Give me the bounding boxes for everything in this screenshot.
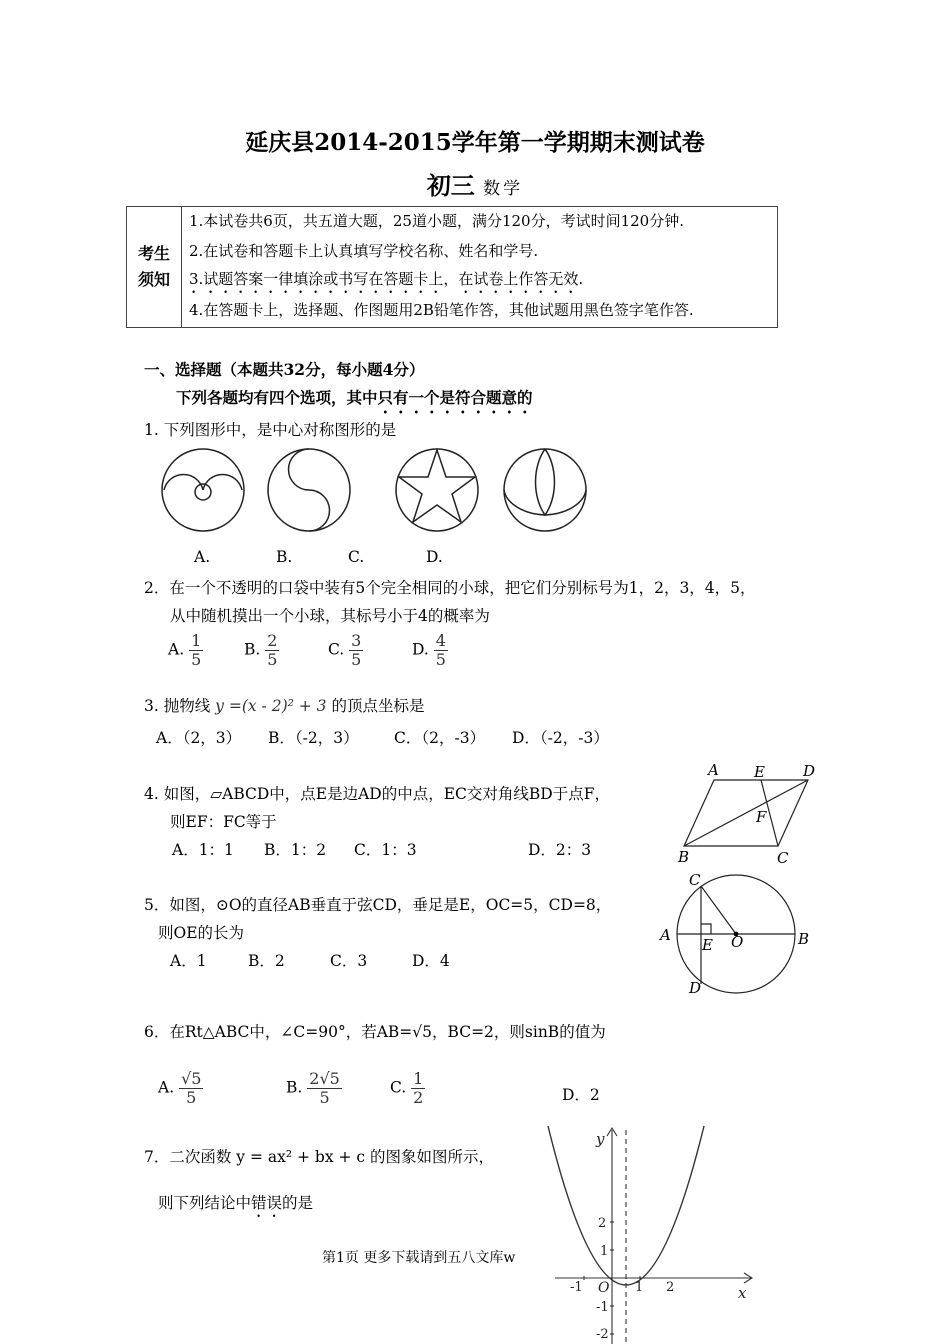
origin-label: O: [598, 1280, 610, 1296]
q7-line-2: 则下列结论中错误的是: [158, 1194, 314, 1212]
label-e: E: [702, 936, 713, 954]
label-d: D: [689, 979, 702, 997]
notice-line-2: 2.在试卷和答题卡上认真填写学校名称、姓名和学号.: [189, 242, 539, 260]
x-tick-1: 1: [635, 1280, 644, 1295]
figure-a: [162, 449, 244, 531]
q2-line-1: 2．在一个不透明的口袋中装有5个完全相同的小球，把它们分别标号为1，2，3，4，5，: [144, 579, 756, 597]
label-a: A: [708, 761, 719, 779]
x-tick-2: 2: [666, 1280, 675, 1295]
q6-option-a: A. $\frac{√5}{5}$: [158, 1069, 202, 1107]
label-f: F: [756, 808, 767, 826]
q3-option-a: A．（2，3）: [156, 729, 242, 747]
q5-option-b: B．2: [248, 952, 285, 970]
label-b: B: [798, 930, 810, 948]
section-heading: 一、选择题（本题共32分，每小题4分）: [144, 360, 425, 379]
q2-option-a: A. $\frac{1}{5}$: [168, 631, 202, 669]
q5-option-a: A．1: [170, 952, 207, 970]
label-o: O: [731, 933, 744, 951]
q4-parallelogram-figure: [670, 758, 830, 868]
q1-figures: [150, 440, 600, 540]
q3-stem: 3. 抛物线 y =(x - 2)² + 3 的顶点坐标是: [144, 697, 425, 715]
y-tick-neg2: -2: [596, 1327, 609, 1342]
axis-y-label: y: [596, 1130, 605, 1148]
notice-line-4: 4.在答题卡上，选择题、作图题用2B铅笔作答，其他试题用黑色签字笔作答.: [189, 301, 694, 319]
notice-label: 考生 须知: [127, 207, 182, 327]
page-subtitle: [0, 166, 950, 201]
figure-c: [396, 449, 478, 531]
page-footer: 第1页 更多下载请到五八文库w: [322, 1247, 517, 1267]
grade-label: 初三: [426, 171, 475, 200]
q1-option-c: C.: [348, 548, 365, 566]
notice-line-3: 3.试题答案一律填涂或书写在答题卡上，在试卷上作答无效.: [189, 270, 584, 288]
q3-formula: y =(x - 2)² + 3: [215, 697, 327, 715]
q2-line-2: 从中随机摸出一个小球，其标号小于4的概率为: [170, 607, 490, 625]
q4-option-a: A．1：1: [172, 841, 234, 859]
q1-option-d: D.: [426, 548, 443, 566]
q4-option-b: B．1：2: [264, 841, 327, 859]
exam-notice-box: [126, 206, 778, 328]
q4-option-d: D．2：3: [528, 841, 592, 859]
q6-stem: 6．在Rt△ABC中，∠C=90°，若AB=√5，BC=2，则sinB的值为: [144, 1023, 606, 1041]
page-title: 延庆县2014-2015学年第一学期期末测试卷: [245, 129, 705, 156]
q5-line-2: 则OE的长为: [158, 924, 245, 942]
q6-option-b: B. $\frac{2√5}{5}$: [286, 1069, 340, 1107]
q5-option-d: D．4: [412, 952, 450, 970]
label-d: D: [803, 762, 816, 780]
q2-option-d: D. $\frac{4}{5}$: [412, 631, 446, 669]
q5-circle-figure: [655, 868, 815, 1000]
q3-option-b: B．（-2，3）: [268, 729, 359, 747]
subject-label: 数学: [483, 179, 524, 199]
q1-stem: 1. 下列图形中，是中心对称图形的是: [144, 421, 397, 439]
q3-option-d: D．（-2，-3）: [512, 729, 609, 747]
section-instruction: 下列各题均有四个选项，其中只有一个是符合题意的: [176, 388, 533, 407]
x-tick-neg1: -1: [570, 1280, 583, 1295]
q4-line-2: 则EF：FC等于: [170, 813, 277, 831]
q4-line-1: 4. 如图，▱ABCD中，点E是边AD的中点，EC交对角线BD于点F，: [144, 785, 610, 803]
y-tick-neg1: -1: [596, 1300, 609, 1315]
q5-line-1: 5．如图，⊙O的直径AB垂直于弦CD，垂足是E，OC=5，CD=8，: [144, 896, 612, 914]
q5-option-c: C．3: [330, 952, 368, 970]
q3-option-c: C．（2，-3）: [394, 729, 486, 747]
figure-d: [504, 449, 586, 531]
notice-line-1: 1.本试卷共6页，共五道大题，25道小题，满分120分，考试时间120分钟.: [189, 212, 684, 230]
label-b: B: [678, 848, 690, 866]
q7-line-1: 7．二次函数 y = ax² + bx + c 的图象如图所示，: [144, 1148, 495, 1166]
y-tick-2: 2: [598, 1216, 607, 1231]
label-e: E: [754, 763, 765, 781]
q1-option-b: B.: [276, 548, 293, 566]
q4-option-c: C．1：3: [354, 841, 417, 859]
q6-option-d: D．2: [562, 1086, 600, 1104]
label-c: C: [777, 849, 789, 867]
q6-option-c: C. $\frac{1}{2}$: [390, 1069, 424, 1107]
q2-option-c: C. $\frac{3}{5}$: [328, 631, 362, 669]
figure-b: [268, 449, 350, 531]
q7-parabola-graph: [540, 1120, 760, 1344]
q1-option-a: A.: [194, 548, 211, 566]
y-tick-1: 1: [600, 1244, 609, 1259]
axis-x-label: x: [738, 1284, 747, 1302]
q2-option-b: B. $\frac{2}{5}$: [244, 631, 278, 669]
label-c: C: [689, 871, 701, 889]
label-a: A: [660, 926, 671, 944]
